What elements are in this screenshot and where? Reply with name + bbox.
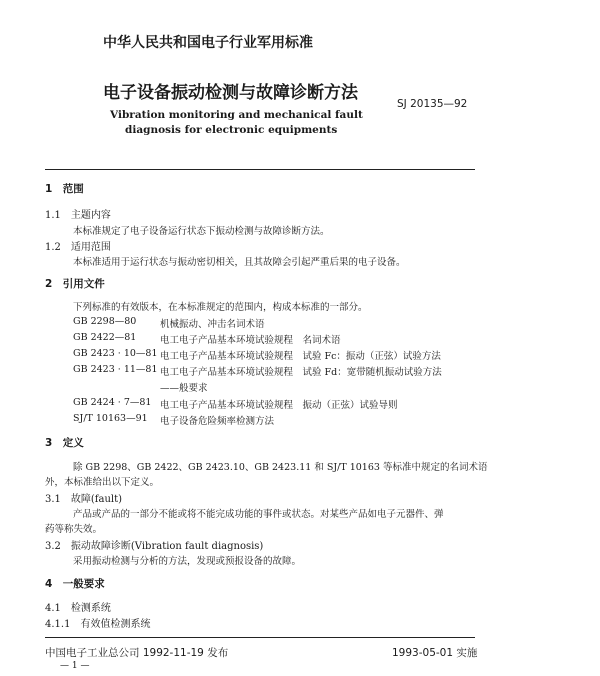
ref-code: GB 2298—80 [73, 316, 137, 327]
section-1-heading: 1 范围 [45, 183, 84, 195]
ref-title-continuation: ——般要求 [160, 383, 208, 394]
section-1-2-text: 本标准适用于运行状态与振动密切相关，且其故障会引起严重后果的电子设备。 [73, 257, 406, 268]
issue-date: 中国电子工业总公司 1992-11-19 发布 [45, 647, 229, 659]
section-3-intro-line2: 外，本标准给出以下定义。 [45, 477, 160, 488]
ref-title: 电子设备危险频率检测方法 [160, 416, 275, 427]
section-3-1-heading: 3.1 故障(fault) [45, 494, 123, 505]
section-3-1-text-line2: 药等称失效。 [45, 524, 103, 535]
ref-title: 电工电子产品基本环境试验规程 名词术语 [160, 335, 341, 346]
section-3-1-text-line1: 产品或产品的一部分不能或将不能完成功能的事件或状态。对某些产品如电子元器件、弹 [73, 509, 444, 520]
section-4-heading: 4 一般要求 [45, 578, 105, 590]
ref-title: 电工电子产品基本环境试验规程 试验 Fd：宽带随机振动试验方法 [160, 367, 442, 378]
standard-title-en-line2: diagnosis for electronic equipments [125, 124, 338, 136]
standard-title-en-line1: Vibration monitoring and mechanical fault [110, 109, 363, 121]
header-rule [45, 169, 475, 170]
section-2-heading: 2 引用文件 [45, 278, 105, 290]
effective-date: 1993-05-01 实施 [392, 647, 478, 659]
section-3-intro-line1: 除 GB 2298、GB 2422、GB 2423.10、GB 2423.11 和 SJ/T 10163 等标准中规定的名词术语 [73, 462, 488, 473]
standard-code: SJ 20135—92 [397, 98, 468, 110]
section-1-1-text: 本标准规定了电子设备运行状态下振动检测与故障诊断方法。 [73, 226, 330, 237]
org-title: 中华人民共和国电子行业军用标准 [103, 35, 313, 51]
ref-code: GB 2423 · 11—81 [73, 364, 158, 375]
ref-title: 电工电子产品基本环境试验规程 振动（正弦）试验导则 [160, 400, 398, 411]
section-3-heading: 3 定义 [45, 437, 84, 449]
footer-rule [45, 637, 475, 638]
section-1-1-heading: 1.1 主题内容 [45, 210, 111, 221]
section-2-intro: 下列标准的有效版本，在本标准规定的范围内，构成本标准的一部分。 [73, 302, 368, 313]
page-number: — 1 — [60, 661, 90, 671]
section-4-1-1-heading: 4.1.1 有效值检测系统 [45, 619, 151, 630]
section-4-1-heading: 4.1 检测系统 [45, 603, 111, 614]
ref-code: SJ/T 10163—91 [73, 413, 148, 424]
ref-code: GB 2424 · 7—81 [73, 397, 152, 408]
standard-title-cn: 电子设备振动检测与故障诊断方法 [103, 83, 358, 103]
ref-title: 机械振动、冲击名词术语 [160, 319, 265, 330]
section-3-2-text: 采用振动检测与分析的方法，发现或预报设备的故障。 [73, 556, 302, 567]
section-3-2-heading: 3.2 振动故障诊断(Vibration fault diagnosis) [45, 541, 264, 552]
ref-title: 电工电子产品基本环境试验规程 试验 Fc：振动（正弦）试验方法 [160, 351, 441, 362]
section-1-2-heading: 1.2 适用范围 [45, 242, 111, 253]
ref-code: GB 2423 · 10—81 [73, 348, 158, 359]
ref-code: GB 2422—81 [73, 332, 137, 343]
